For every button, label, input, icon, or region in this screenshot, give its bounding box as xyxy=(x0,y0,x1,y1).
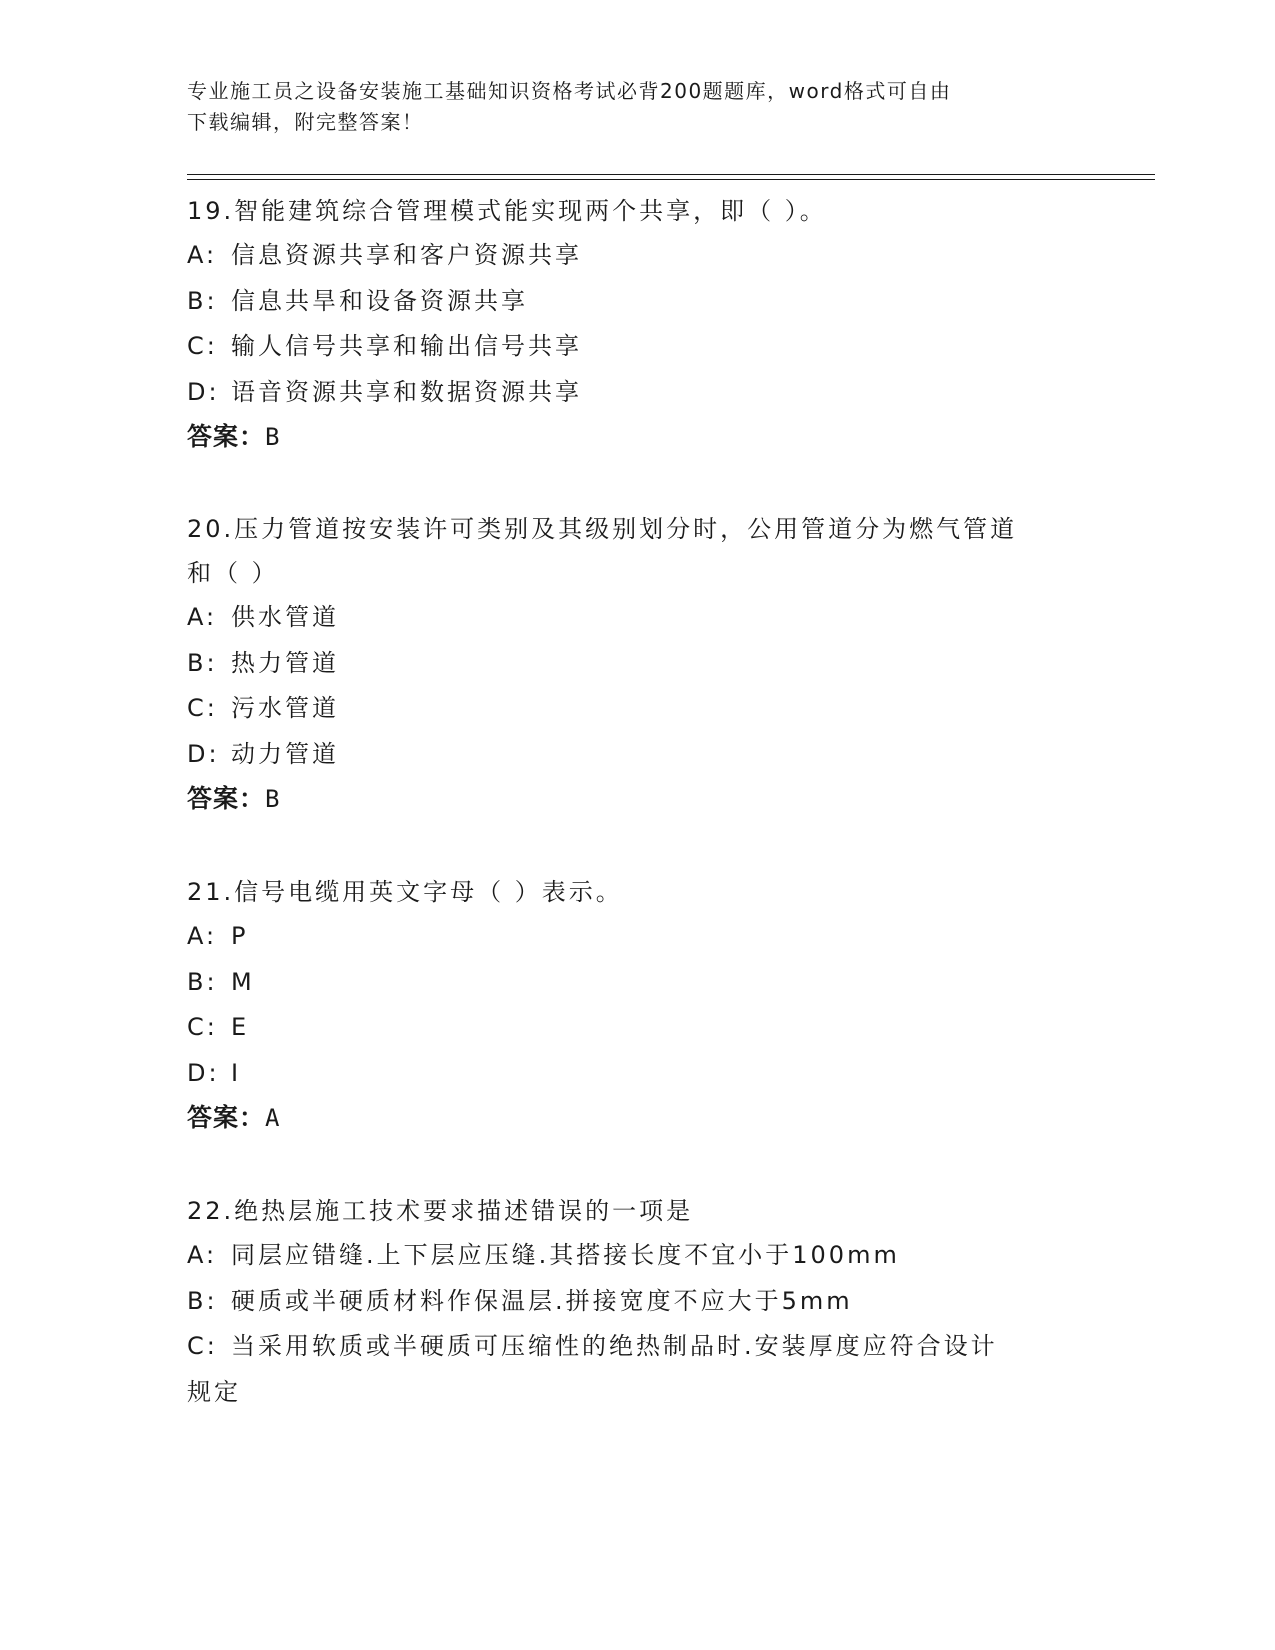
option-text: 污水管道 xyxy=(231,694,339,722)
option-c xyxy=(187,1005,1087,1051)
document-header xyxy=(187,76,1087,138)
option-text: 同层应错缝.上下层应压缝.其搭接长度不宜小于100mm xyxy=(231,1241,900,1269)
option-c xyxy=(187,686,1087,732)
question-stem: 20.压力管道按安装许可类别及其级别划分时，公用管道分为燃气管道 xyxy=(187,515,1018,543)
option-c-continuation: 规定 xyxy=(187,1377,241,1406)
question-stem-continuation: 和（ ） xyxy=(187,559,279,587)
option-text: 热力管道 xyxy=(231,648,339,677)
option-letter: B: xyxy=(187,967,218,996)
answer-value: B xyxy=(265,785,281,813)
option-letter: D: xyxy=(187,377,220,406)
option-letter: B: xyxy=(187,1286,218,1315)
option-a xyxy=(187,233,1087,279)
option-letter: A: xyxy=(187,1241,218,1269)
question-stem: 22.绝热层施工技术要求描述错误的一项是 xyxy=(187,1197,694,1225)
option-letter: C: xyxy=(187,1013,218,1041)
option-letter: B: xyxy=(187,286,218,315)
option-c xyxy=(187,1324,1087,1370)
option-letter: D: xyxy=(187,739,220,768)
option-b xyxy=(187,641,1087,687)
question-stem: 21.信号电缆用英文字母（ ）表示。 xyxy=(187,878,623,906)
answer-label: 答案： xyxy=(187,423,266,451)
option-letter: C: xyxy=(187,694,218,722)
option-letter: C: xyxy=(187,1332,218,1360)
option-b xyxy=(187,960,1087,1006)
answer-value: A xyxy=(265,1104,281,1132)
option-text: 语音资源共享和数据资源共享 xyxy=(231,377,582,406)
option-text: 信息共旱和设备资源共享 xyxy=(231,286,528,315)
option-d xyxy=(187,732,1087,778)
answer-line xyxy=(187,1096,1087,1141)
option-letter: A: xyxy=(187,922,218,950)
option-a xyxy=(187,1233,1087,1279)
header-line-2: 下载编辑，附完整答案！ xyxy=(187,110,424,134)
answer-line xyxy=(187,777,1087,822)
option-letter: A: xyxy=(187,241,218,269)
option-text: 当采用软质或半硬质可压缩性的绝热制品时.安装厚度应符合设计 xyxy=(231,1332,998,1360)
answer-line xyxy=(187,415,1087,460)
option-letter: C: xyxy=(187,332,218,360)
option-text: 动力管道 xyxy=(231,739,339,768)
option-d xyxy=(187,370,1087,416)
option-d xyxy=(187,1051,1087,1097)
answer-value: B xyxy=(265,423,281,451)
option-a xyxy=(187,595,1087,641)
option-a xyxy=(187,914,1087,960)
question-19 xyxy=(187,189,1087,460)
option-text: M xyxy=(231,967,255,996)
option-text: P xyxy=(231,922,249,950)
header-divider-top xyxy=(187,174,1155,175)
question-stem: 19.智能建筑综合管理模式能实现两个共享，即（ ）。 xyxy=(187,197,827,225)
option-b xyxy=(187,279,1087,325)
option-text: 信息资源共享和客户资源共享 xyxy=(231,241,582,269)
question-22 xyxy=(187,1189,1087,1415)
option-text: 输人信号共享和输出信号共享 xyxy=(231,332,582,360)
option-c xyxy=(187,324,1087,370)
answer-label: 答案： xyxy=(187,785,266,813)
question-20 xyxy=(187,507,1087,822)
option-text: E xyxy=(231,1013,250,1041)
option-letter: D: xyxy=(187,1058,220,1087)
header-line-1: 专业施工员之设备安装施工基础知识资格考试必背200题题库，word格式可自由 xyxy=(187,79,952,103)
option-letter: A: xyxy=(187,603,218,631)
answer-label: 答案： xyxy=(187,1104,266,1132)
option-letter: B: xyxy=(187,648,218,677)
header-divider-bottom xyxy=(187,179,1155,180)
option-text: 供水管道 xyxy=(231,603,339,631)
question-21 xyxy=(187,870,1087,1141)
option-text: I xyxy=(231,1058,242,1087)
option-b xyxy=(187,1279,1087,1325)
option-text: 硬质或半硬质材料作保温层.拼接宽度不应大于5mm xyxy=(231,1286,853,1315)
